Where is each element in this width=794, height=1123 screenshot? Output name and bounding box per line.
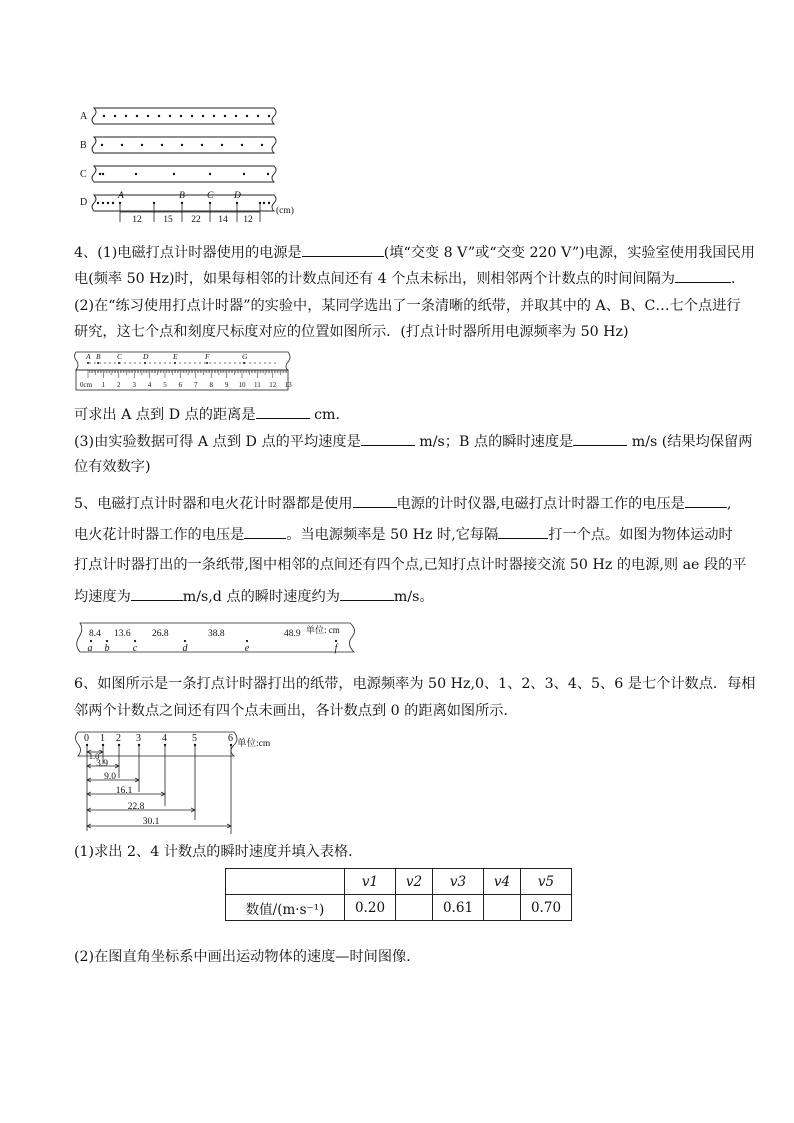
ruler-minor-dot xyxy=(94,362,95,363)
tape-dot xyxy=(180,115,182,117)
tape-dot xyxy=(102,173,104,175)
ruler-minor-dot xyxy=(164,362,165,363)
table-header-v2: v2 xyxy=(396,869,433,895)
table-cell-v2[interactable] xyxy=(396,895,433,921)
q5-tape-value-4: 38.8 xyxy=(208,629,225,639)
q6-dist-1: 1.0 xyxy=(88,751,100,761)
q6-dist-3: 9.0 xyxy=(104,772,116,782)
ruler-minor-dot xyxy=(274,362,275,363)
ruler-point-dot xyxy=(87,362,89,364)
q5-text: m/s。 xyxy=(393,589,434,605)
q4-text: . xyxy=(730,271,736,287)
q4-blank-interval[interactable] xyxy=(675,268,731,283)
tape-dot xyxy=(201,144,203,146)
ruler-point-dot xyxy=(206,362,208,364)
tape-dot xyxy=(125,115,127,117)
ruler-minor-dot xyxy=(134,362,135,363)
q6-tape-figure xyxy=(74,730,294,834)
tape-dot xyxy=(235,115,237,117)
q5-line-1 xyxy=(74,493,731,514)
table-corner-cell xyxy=(226,869,345,895)
q6-point-label: 1 xyxy=(100,733,105,744)
tape-dot xyxy=(112,202,114,204)
ruler-minor-dot xyxy=(209,362,210,363)
tape-dot xyxy=(268,202,270,204)
tape-dot xyxy=(173,173,175,175)
ruler-minor-dot xyxy=(129,362,130,363)
ruler-minor-dot xyxy=(199,362,200,363)
q6-point-label: 2 xyxy=(116,733,121,744)
q6-point-label: 3 xyxy=(136,733,141,744)
q4-text: (填“交变 8 V”或“交变 220 V”)电源，实验室使用我国民用 xyxy=(383,245,755,261)
ruler-minor-dot xyxy=(114,362,115,363)
tape-dot xyxy=(213,115,215,117)
q6-part-1: (1)求出 2、4 计数点的瞬时速度并填入表格． xyxy=(74,844,363,860)
ruler-minor-dot xyxy=(149,362,150,363)
q6-dist-4: 16.1 xyxy=(115,786,133,796)
tape-label-d: D xyxy=(80,197,88,208)
q6-line-2: 邻两个计数点之间还有四个点未画出，各计数点到 0 的距离如图所示． xyxy=(74,703,518,719)
tape-dot xyxy=(161,144,163,146)
ruler-minor-dot xyxy=(139,362,140,363)
tape-dot xyxy=(191,115,193,117)
q5-line-2 xyxy=(74,524,733,545)
tape-b-outline xyxy=(92,137,276,153)
tape-dot xyxy=(135,173,137,175)
tape-dot xyxy=(97,202,99,204)
q5-text: 5、电磁打点计时器和电火花计时器都是使用 xyxy=(74,496,353,512)
q4-line-2 xyxy=(74,268,736,289)
ruler-minor-dot xyxy=(239,362,240,363)
tape-dot xyxy=(147,115,149,117)
ruler-number: 3 xyxy=(132,381,136,389)
tape-d-segment-1: 12 xyxy=(132,215,142,224)
ruler-minor-dot xyxy=(189,362,190,363)
ruler-number: 11 xyxy=(254,381,261,389)
tape-label-a: A xyxy=(80,111,88,122)
q4-line-6 xyxy=(74,431,752,452)
ruler-minor-dot xyxy=(254,362,255,363)
q5-text: , xyxy=(726,496,732,512)
ruler-tape-outline xyxy=(75,352,291,370)
q5-point-d: d xyxy=(182,643,188,654)
tape-dot xyxy=(263,202,265,204)
ruler-point-label: E xyxy=(173,352,178,361)
q6-point-label: 5 xyxy=(192,733,197,744)
ruler-minor-dot xyxy=(104,362,105,363)
table-row-label: 数值/(m·s⁻¹) xyxy=(226,895,345,921)
table-cell-v5: 0.70 xyxy=(521,895,572,921)
ruler-minor-dot xyxy=(184,362,185,363)
ruler-minor-dot xyxy=(159,362,160,363)
ruler-point-label: B xyxy=(96,352,101,361)
ruler-minor-dot xyxy=(234,362,235,363)
tape-dot xyxy=(103,115,105,117)
tape-d-point-d: D xyxy=(234,191,241,201)
tape-label-c: C xyxy=(80,169,87,180)
q6-dist-5: 22.8 xyxy=(127,802,145,812)
ruler-minor-dot xyxy=(154,362,155,363)
ruler-minor-dot xyxy=(214,362,215,363)
q5-text: 电源的计时仪器,电磁打点计时器工作的电压是 xyxy=(396,496,685,512)
q5-point-f: f xyxy=(334,643,338,654)
ruler-minor-dot xyxy=(264,362,265,363)
q5-blank-current[interactable] xyxy=(353,493,397,508)
tape-dot xyxy=(268,115,270,117)
q4-blank-distance[interactable] xyxy=(256,404,310,419)
ruler-minor-dot xyxy=(269,362,270,363)
ruler-minor-dot xyxy=(204,362,205,363)
table-header-v4: v4 xyxy=(484,869,521,895)
tape-dot xyxy=(202,115,204,117)
q4-line-4: 研究，这七个点和刻度尺标度对应的位置如图所示．(打点计时器所用电源频率为 50 Hz) xyxy=(74,324,629,340)
table-row xyxy=(226,895,572,921)
tape-dot xyxy=(141,144,143,146)
q5-point-b: b xyxy=(104,643,110,654)
ruler-number: 9 xyxy=(224,381,229,389)
q5-tape-unit: 单位: cm xyxy=(306,625,340,635)
ruler-number: 2 xyxy=(117,381,121,389)
q5-point-a: a xyxy=(87,643,93,654)
tape-dot xyxy=(261,144,263,146)
q5-blank-period[interactable] xyxy=(498,524,548,539)
ruler-minor-dot xyxy=(249,362,250,363)
ruler-number: 4 xyxy=(147,381,152,389)
tape-dot xyxy=(101,144,103,146)
ruler-number: 10 xyxy=(238,381,246,389)
tape-dot xyxy=(181,144,183,146)
ruler-minor-dot xyxy=(219,362,220,363)
tape-dot xyxy=(158,115,160,117)
tape-d-segment-3: 22 xyxy=(191,215,201,224)
ruler-number: 0cm xyxy=(79,381,93,389)
tape-dot xyxy=(99,173,101,175)
q6-dist-6: 30.1 xyxy=(142,817,160,827)
ruler-point-label: D xyxy=(143,352,149,361)
tape-dot xyxy=(107,202,109,204)
tape-d-segment-2: 15 xyxy=(163,215,173,224)
ruler-figure xyxy=(74,350,296,392)
q5-tape-value-2: 13.6 xyxy=(114,629,131,639)
q4-line-7: 位有效数字) xyxy=(74,459,151,475)
ruler-point-label: C xyxy=(117,352,123,361)
q6-point-label: 4 xyxy=(162,733,167,744)
q5-text: 均速度为 xyxy=(74,589,131,605)
q4-text: cm. xyxy=(314,407,340,423)
tape-dot xyxy=(221,144,223,146)
q5-blank-ae-velocity[interactable] xyxy=(131,586,183,601)
q4-line-1 xyxy=(74,242,755,263)
q6-dist-2: 3.9 xyxy=(96,759,108,769)
q4-text: m/s (结果均保留两 xyxy=(631,434,753,450)
q5-line-4 xyxy=(74,586,434,607)
q6-point-label: 6 xyxy=(228,733,233,744)
tape-dot xyxy=(136,115,138,117)
ruler-minor-dot xyxy=(109,362,110,363)
tape-dot xyxy=(243,173,245,175)
ruler-number: 5 xyxy=(163,381,167,389)
q5-blank-voltage-1[interactable] xyxy=(685,493,727,508)
table-cell-v4[interactable] xyxy=(484,895,521,921)
q4-text: 4、(1)电磁打点计时器使用的电源是 xyxy=(74,245,302,261)
ruler-minor-dot xyxy=(244,362,245,363)
ruler-number: 8 xyxy=(209,381,213,389)
ruler-number: 1 xyxy=(101,381,106,389)
q5-blank-voltage-2[interactable] xyxy=(244,524,286,539)
velocity-table xyxy=(225,868,572,921)
q5-point-e: e xyxy=(244,643,250,654)
q5-tape-value-1: 8.4 xyxy=(89,629,101,639)
tape-dot xyxy=(241,144,243,146)
ruler-minor-dot xyxy=(224,362,225,363)
tape-dot xyxy=(169,115,171,117)
tape-a-outline xyxy=(92,108,276,124)
tape-d-point-a: A xyxy=(118,191,124,201)
ruler-minor-dot xyxy=(179,362,180,363)
q5-text: 。当电源频率是 50 Hz 时,它每隔 xyxy=(286,527,499,543)
q4-blank-b-velocity[interactable] xyxy=(573,431,627,446)
tape-dot xyxy=(224,115,226,117)
ruler-number: 13 xyxy=(284,381,292,389)
ruler-number: 6 xyxy=(178,381,183,389)
q5-tape-figure xyxy=(74,620,364,656)
tapes-figure xyxy=(74,100,334,224)
q4-text: (3)由实验数据可得 A 点到 D 点的平均速度是 xyxy=(74,434,361,450)
table-header-row xyxy=(226,869,572,895)
tape-dot xyxy=(102,202,104,204)
q6-point-label: 0 xyxy=(84,733,89,744)
tape-dot xyxy=(121,144,123,146)
tape-dot xyxy=(114,115,116,117)
tape-dot xyxy=(246,115,248,117)
q5-text: 电火花计时器工作的电压是 xyxy=(74,527,245,543)
ruler-point-label: F xyxy=(205,352,210,361)
ruler-point-label: A xyxy=(86,352,91,361)
ruler-number: 7 xyxy=(194,381,198,389)
q5-text: m/s,d 点的瞬时速度约为 xyxy=(182,589,340,605)
ruler-point-dot xyxy=(97,362,99,364)
ruler-minor-dot xyxy=(169,362,170,363)
tape-d-unit: (cm) xyxy=(276,206,294,216)
q5-blank-d-velocity[interactable] xyxy=(340,586,394,601)
q4-blank-avg-velocity[interactable] xyxy=(361,431,415,446)
ruler-minor-dot xyxy=(144,362,145,363)
q4-line-3: (2)在“练习使用打点计时器”的实验中，某同学选出了一条清晰的纸带，并取其中的 A、B、C…七个点进行 xyxy=(74,298,741,314)
q4-line-5 xyxy=(74,404,340,425)
ruler-minor-dot xyxy=(124,362,125,363)
table-cell-v3: 0.61 xyxy=(433,895,484,921)
q5-tape-value-3: 26.8 xyxy=(152,629,169,639)
tape-d-segment-5: 12 xyxy=(243,215,253,224)
q6-unit: 单位:cm xyxy=(237,739,271,749)
ruler-minor-dot xyxy=(99,362,100,363)
q6-part-2: (2)在图直角坐标系中画出运动物体的速度—时间图像． xyxy=(74,949,421,965)
ruler-point-label: G xyxy=(242,352,248,361)
ruler-number: 12 xyxy=(269,381,277,389)
ruler-minor-dot xyxy=(174,362,175,363)
ruler-minor-dot xyxy=(119,362,120,363)
tape-dot xyxy=(257,115,259,117)
table-cell-v1: 0.20 xyxy=(345,895,396,921)
q4-text: 电(频率 50 Hz)时，如果每相邻的计数点间还有 4 个点未标出，则相邻两个计数点的时间间隔为 xyxy=(74,271,675,287)
q4-text: 可求出 A 点到 D 点的距离是 xyxy=(74,407,256,423)
table-header-v1: v1 xyxy=(345,869,396,895)
q5-tape-value-5: 48.9 xyxy=(284,629,301,639)
tape-dot xyxy=(267,173,269,175)
tape-c-outline xyxy=(92,166,276,182)
ruler-minor-dot xyxy=(194,362,195,363)
tape-d-point-c: C xyxy=(207,191,214,201)
ruler-minor-dot xyxy=(89,362,90,363)
tape-d-segment-4: 14 xyxy=(218,215,228,224)
tape-d-point-b: B xyxy=(179,191,185,201)
q5-line-3: 打点计时器打出的一条纸带,图中相邻的点间还有四个点,已知打点计时器接交流 50 Hz 的电源,则 ae 段的平 xyxy=(74,557,747,573)
q4-text: m/s；B 点的瞬时速度是 xyxy=(419,434,574,450)
q5-text: 打一个点。如图为物体运动时 xyxy=(548,527,733,543)
q4-blank-power[interactable] xyxy=(302,242,384,257)
tape-dot xyxy=(209,173,211,175)
q6-line-1: 6、如图所示是一条打点计时器打出的纸带，电源频率为 50 Hz,0、1、2、3、4、5、6 是七个计数点．每相 xyxy=(74,676,756,692)
ruler-minor-dot xyxy=(229,362,230,363)
tape-label-b: B xyxy=(80,140,87,151)
table-header-v5: v5 xyxy=(521,869,572,895)
table-header-v3: v3 xyxy=(433,869,484,895)
ruler-minor-dot xyxy=(259,362,260,363)
q5-point-c: c xyxy=(132,643,138,654)
